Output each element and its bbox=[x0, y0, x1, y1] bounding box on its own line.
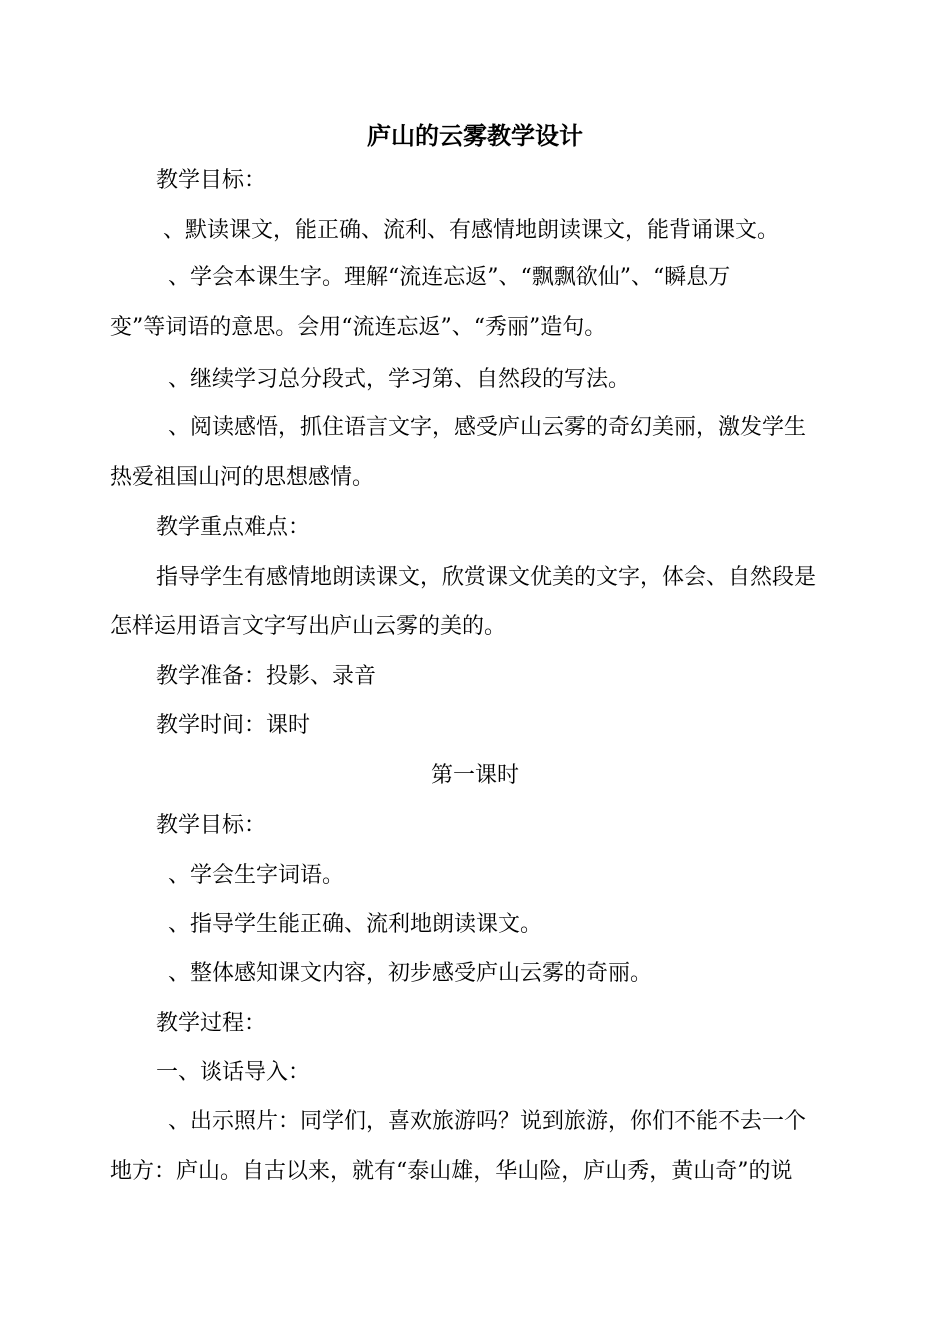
preparation-line: 教学准备：投影、录音 bbox=[156, 664, 377, 689]
objective-item-4: 、阅读感悟，抓住语言文字，感受庐山云雾的奇幻美丽，激发学生 bbox=[168, 415, 807, 440]
section-heading-objectives: 教学目标： bbox=[156, 168, 267, 193]
lesson-objective-item-1: 、学会生字词语。 bbox=[168, 863, 345, 888]
objective-item-2: 、学会本课生字。理解“流连忘返”、“飘飘欲仙”、“瞬息万 bbox=[168, 265, 731, 290]
process-paragraph: 、出示照片：同学们，喜欢旅游吗？说到旅游，你们不能不去一个 bbox=[168, 1109, 807, 1134]
lesson-heading: 第一课时 bbox=[430, 763, 519, 788]
section-heading-lesson-objectives: 教学目标： bbox=[156, 813, 267, 838]
objective-item-1: 、默读课文，能正确、流利、有感情地朗读课文，能背诵课文。 bbox=[163, 218, 780, 243]
process-paragraph-continued: 地方：庐山。自古以来，就有“泰山雄，华山险，庐山秀，黄山奇”的说 bbox=[110, 1159, 793, 1184]
process-step-1-heading: 一、谈话导入： bbox=[156, 1060, 311, 1085]
objective-item-4-continued: 热爱祖国山河的思想感情。 bbox=[110, 465, 375, 490]
document-title: 庐山的云雾教学设计 bbox=[367, 122, 583, 150]
objective-item-3: 、继续学习总分段式，学习第、自然段的写法。 bbox=[168, 367, 631, 392]
key-points-paragraph: 指导学生有感情地朗读课文，欣赏课文优美的文字，体会、自然段是 bbox=[156, 565, 817, 590]
objective-item-2-continued: 变”等词语的意思。会用“流连忘返”、“秀丽”造句。 bbox=[110, 315, 607, 340]
teaching-time-line: 教学时间：课时 bbox=[156, 713, 311, 738]
section-heading-key-points: 教学重点难点： bbox=[156, 515, 311, 540]
section-heading-process: 教学过程： bbox=[156, 1011, 267, 1036]
lesson-objective-item-2: 、指导学生能正确、流利地朗读课文。 bbox=[168, 912, 543, 937]
key-points-paragraph-continued: 怎样运用语言文字写出庐山云雾的美的。 bbox=[110, 614, 507, 639]
lesson-objective-item-3: 、整体感知课文内容，初步感受庐山云雾的奇丽。 bbox=[168, 961, 653, 986]
